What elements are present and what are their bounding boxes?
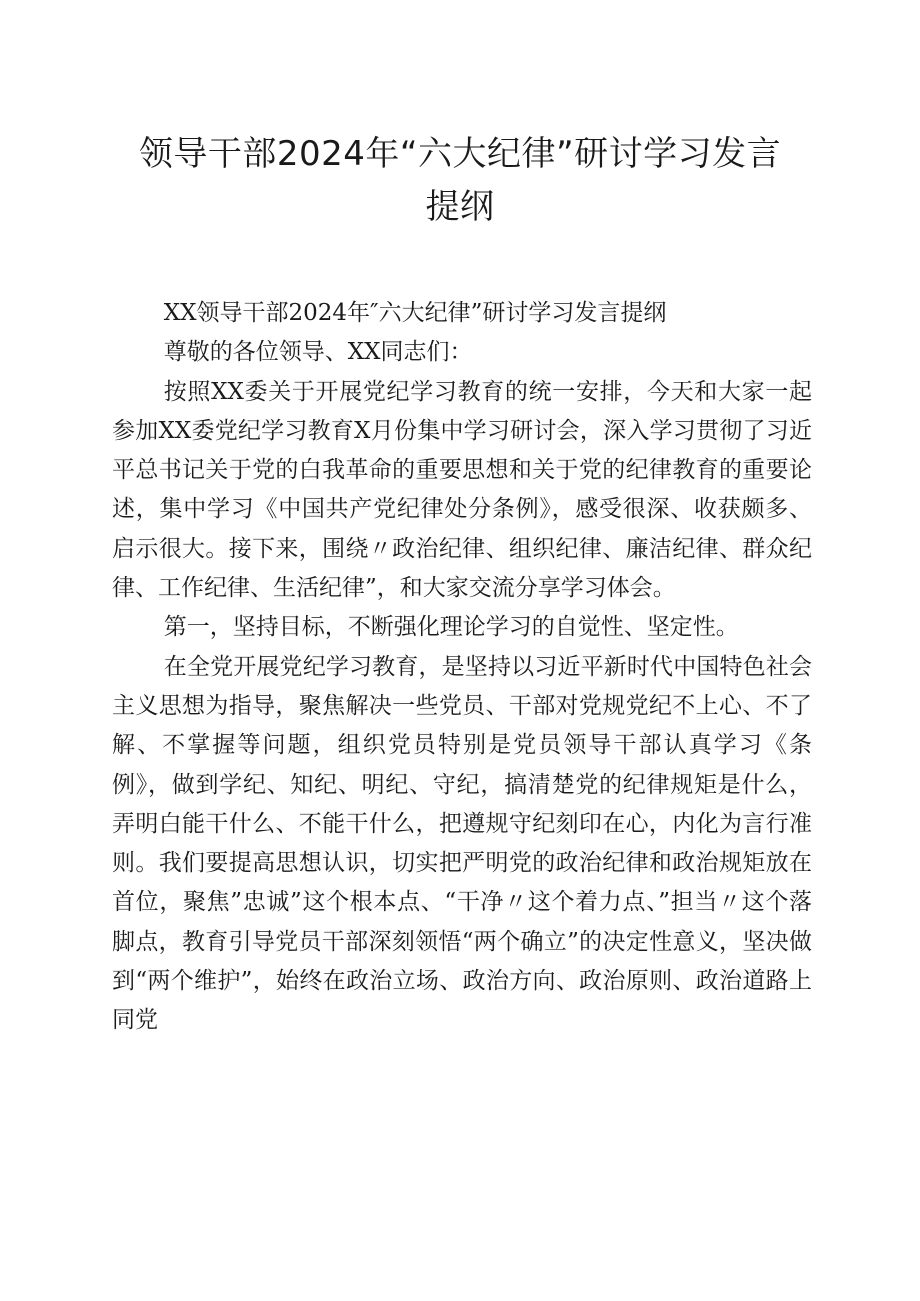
paragraph-subtitle: XX领导干部2024年″六大纪律”研讨学习发言提纲 [163, 300, 667, 326]
document-body [112, 294, 812, 1041]
paragraph-introduction: 按照XX委关于开展党纪学习教育的统一安排，今天和大家一起参加XX委党纪学习教育X月份集中学习研讨会，深入学习贯彻了习近平总书记关于党的白我革命的重要思想和关于党的纪律教育的重要论述，集中学习《中国共产党纪律处分条例》，感受很深、收获颇多、启示很大。接下来，围绕〃政治纪律、组织纪律、廉洁纪律、群众纪律、工作纪律、生活纪律”，和大家交流分享学习体会。 [112, 378, 812, 602]
document-title: 领导干部2024年“六大纪律”研讨学习发言提纲 [138, 134, 782, 227]
paragraph-heading-first: 第一，坚持目标，不断强化理论学习的自觉性、坚定性。 [163, 614, 739, 641]
paragraph-body-first: 在全党开展党纪学习教育，是坚持以习近平新时代中国特色社会主义思想为指导，聚焦解决一些党员、干部对党规党纪不上心、不了解、不掌握等问题，组织党员特别是党员领导干部认真学习《条例》，做到学纪、知纪、明纪、守纪，搞清楚党的纪律规矩是什么，弄明白能干什么、不能干什么，把遵规守纪刻印在心，内化为言行准则。我们要提高思想认识，切实把严明党的政治纪律和政治规矩放在首位，聚焦”忠诚”这个根本点、“干净〃这个着力点、”担当〃这个落脚点，教育引导党员干部深刻领悟“两个确立”的决定性意义，坚决做到“两个维护”，始终在政治立场、政治方向、政治原则、政治道路上同党 [112, 653, 812, 1034]
paragraph-salutation: 尊敬的各位领导、XX同志们： [163, 339, 473, 366]
